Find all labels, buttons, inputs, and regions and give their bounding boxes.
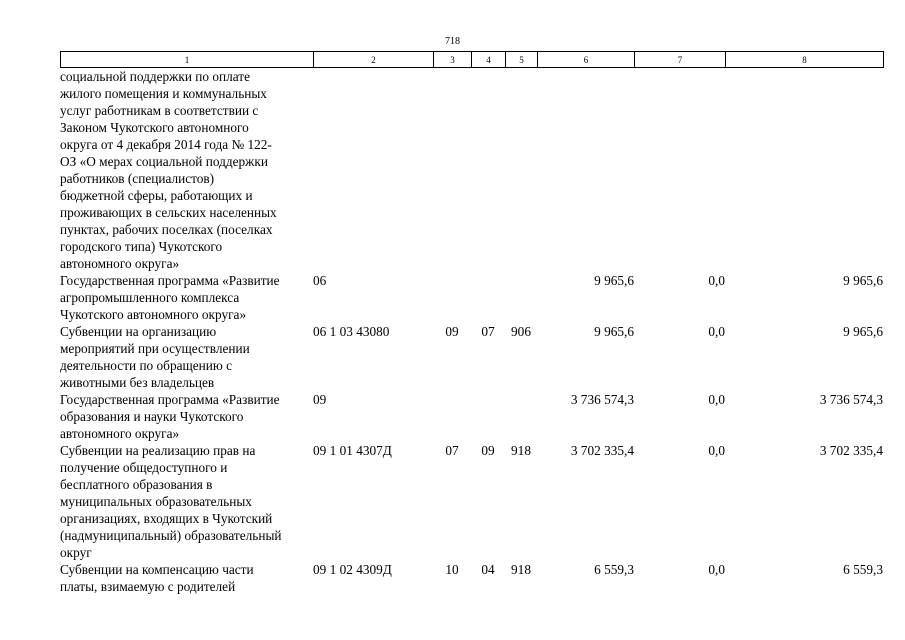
header-cell-2: 2 — [314, 52, 434, 68]
header-cell-1: 1 — [61, 52, 314, 68]
header-cell-4: 4 — [472, 52, 506, 68]
amount-final: 6 559,3 — [843, 562, 883, 577]
description-line: услуг работникам в соответствии с — [60, 103, 259, 118]
description-line: Государственная программа «Развитие — [60, 273, 280, 288]
row-description — [60, 68, 313, 272]
expense-type-code: 918 — [511, 562, 531, 577]
description-line: образования и науки Чукотского — [60, 409, 244, 424]
description-line: (надмуниципальный) образовательный — [60, 528, 282, 543]
expense-type-code: 918 — [511, 443, 531, 458]
description-line: платы, взимаемую с родителей — [60, 579, 236, 594]
description-line: Чукотского автономного округа» — [60, 307, 247, 322]
target-code: 09 1 01 4307Д — [313, 443, 392, 458]
table-row — [60, 323, 883, 391]
description-line: Законом Чукотского автономного — [60, 120, 249, 135]
amount-total: 9 965,6 — [594, 324, 634, 339]
expense-type-code — [505, 272, 537, 323]
row-description — [60, 323, 313, 391]
section-code — [433, 68, 471, 272]
expense-type-code — [505, 391, 537, 442]
description-line: работников (специалистов) — [60, 171, 215, 186]
table-row — [60, 391, 883, 442]
description-line: Субвенции на компенсацию части — [60, 562, 254, 577]
budget-table — [60, 68, 883, 595]
subsection-code: 09 — [481, 443, 495, 458]
amount-change: 0,0 — [708, 324, 725, 339]
description-line: Субвенции на организацию — [60, 324, 217, 339]
subsection-code — [471, 68, 505, 272]
description-line: агропромышленного комплекса — [60, 290, 240, 305]
table-row — [60, 561, 883, 595]
target-code: 09 1 02 4309Д — [313, 562, 392, 577]
amount-total: 3 736 574,3 — [570, 392, 634, 407]
target-code: 06 — [313, 273, 327, 288]
row-description — [60, 272, 313, 323]
description-line: округа от 4 декабря 2014 года № 122- — [60, 137, 272, 152]
expense-type-code — [505, 68, 537, 272]
row-description — [60, 391, 313, 442]
subsection-code — [471, 272, 505, 323]
amount-change: 0,0 — [708, 562, 725, 577]
amount-change: 0,0 — [708, 392, 725, 407]
description-line: муниципальных образовательных — [60, 494, 252, 509]
table-row — [60, 272, 883, 323]
row-description — [60, 561, 313, 595]
description-line: жилого помещения и коммунальных — [60, 86, 267, 101]
description-line: деятельности по обращению с — [60, 358, 233, 373]
amount-total: 9 965,6 — [594, 273, 634, 288]
description-line: Государственная программа «Развитие — [60, 392, 280, 407]
description-line: получение общедоступного и — [60, 460, 228, 475]
section-code — [433, 272, 471, 323]
amount-change — [634, 68, 725, 272]
table-row — [60, 68, 883, 272]
header-row — [61, 52, 884, 68]
header-cell-5: 5 — [506, 52, 538, 68]
amount-total — [537, 68, 634, 272]
amount-final — [725, 68, 883, 272]
amount-change: 0,0 — [708, 273, 725, 288]
amount-final: 9 965,6 — [843, 273, 883, 288]
description-line: социальной поддержки по оплате — [60, 69, 251, 84]
description-line: проживающих в сельских населенных — [60, 205, 277, 220]
description-line: мероприятий при осуществлении — [60, 341, 250, 356]
amount-final: 3 702 335,4 — [819, 443, 883, 458]
description-line: автономного округа» — [60, 256, 180, 271]
expense-type-code: 906 — [511, 324, 531, 339]
target-code — [313, 68, 433, 272]
header-cell-8: 8 — [726, 52, 884, 68]
table-row — [60, 442, 883, 561]
subsection-code: 04 — [481, 562, 495, 577]
row-description — [60, 442, 313, 561]
amount-total: 3 702 335,4 — [570, 443, 634, 458]
column-number-header — [60, 51, 884, 68]
amount-change: 0,0 — [708, 443, 725, 458]
amount-total: 6 559,3 — [594, 562, 634, 577]
header-cell-3: 3 — [434, 52, 472, 68]
description-line: бесплатного образования в — [60, 477, 213, 492]
header-cell-7: 7 — [635, 52, 726, 68]
page-number: 718 — [445, 36, 460, 47]
section-code: 10 — [445, 562, 459, 577]
description-line: бюджетной сферы, работающих и — [60, 188, 253, 203]
description-line: организациях, входящих в Чукотский — [60, 511, 273, 526]
target-code: 06 1 03 43080 — [313, 324, 390, 339]
description-line: Субвенции на реализацию прав на — [60, 443, 256, 458]
section-code: 09 — [445, 324, 459, 339]
description-line: округ — [60, 545, 92, 560]
section-code — [433, 391, 471, 442]
section-code: 07 — [445, 443, 459, 458]
header-cell-6: 6 — [538, 52, 635, 68]
amount-final: 3 736 574,3 — [819, 392, 883, 407]
description-line: пунктах, рабочих поселках (поселках — [60, 222, 273, 237]
table-body — [60, 68, 883, 595]
subsection-code — [471, 391, 505, 442]
description-line: животными без владельцев — [60, 375, 215, 390]
subsection-code: 07 — [481, 324, 495, 339]
amount-final: 9 965,6 — [843, 324, 883, 339]
target-code: 09 — [313, 392, 327, 407]
description-line: ОЗ «О мерах социальной поддержки — [60, 154, 268, 169]
description-line: городского типа) Чукотского — [60, 239, 223, 254]
description-line: автономного округа» — [60, 426, 180, 441]
